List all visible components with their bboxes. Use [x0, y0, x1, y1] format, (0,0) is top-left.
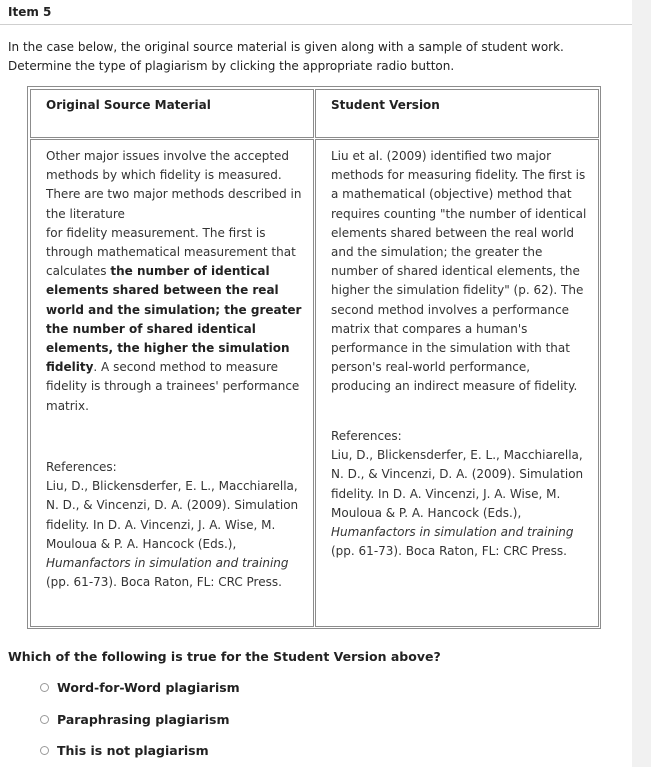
original-header: Original Source Material [46, 98, 211, 112]
instructions [8, 38, 608, 76]
original-paragraph-2c: . A second method to measure fidelity is through a trainees' performance matrix. [46, 360, 300, 413]
student-reference-text: Liu, D., Blickensderfer, E. L., Macchiarella, N. D., & Vincenzi, D. A. (2009). Simulation fidelity. In D. A. Vincenzi, J. A. Wise, M. Mouloua & P. A. Hancock (Eds.), [331, 448, 584, 520]
radio-button[interactable] [40, 746, 49, 755]
option-not-plagiarism[interactable] [40, 742, 209, 758]
item-title: Item 5 [8, 5, 52, 19]
student-body-cell [315, 139, 599, 627]
instructions-line-1: In the case below, the original source material is given along with a sample of student work. [8, 40, 564, 54]
option-label[interactable]: Word-for-Word plagiarism [57, 679, 240, 695]
original-reference-tail: (pp. 61-73). Boca Raton, FL: CRC Press. [46, 575, 282, 590]
radio-button[interactable] [40, 683, 49, 692]
original-highlighted-passage: the number of identical elements shared between the real world and the simulation; the greater the number of shared identical elements, the higher the simulation fidelity [46, 264, 302, 375]
original-references-label: References: [46, 460, 117, 474]
right-scroll-gutter [632, 0, 651, 767]
original-body-cell [30, 139, 314, 627]
instructions-line-2: Determine the type of plagiarism by clicking the appropriate radio button. [8, 59, 455, 73]
original-paragraph-2a: for fidelity measurement. The first is through mathematical measurement that calculates [46, 225, 296, 279]
student-text: Liu et al. (2009) identified two major methods for measuring fidelity. The first is a mathematical (objective) method that requires counting "the number of identical elements shared between the real world and the simulation; the greater the number of shared identical elements, the higher the simulation fidelity" (p. 62). The second method involves a performance matrix that compares a human's performance in the simulation with that person's real-world performance, producing an indirect measure of fidelity. [331, 149, 587, 394]
original-references [46, 458, 304, 592]
option-label[interactable]: This is not plagiarism [57, 742, 209, 758]
original-text [46, 147, 304, 416]
student-reference-title: Humanfactors in simulation and training [331, 525, 574, 540]
student-header: Student Version [331, 98, 440, 112]
student-references [331, 427, 589, 561]
original-reference-title: Humanfactors in simulation and training [46, 556, 289, 571]
original-header-cell [30, 89, 314, 138]
option-label[interactable]: Paraphrasing plagiarism [57, 711, 230, 727]
student-references-label: References: [331, 429, 402, 443]
student-header-cell [315, 89, 599, 138]
radio-button[interactable] [40, 715, 49, 724]
option-word-for-word[interactable] [40, 679, 240, 695]
original-paragraph-1: Other major issues involve the accepted methods by which fidelity is measured. There are two major methods described in the literature [46, 149, 302, 221]
divider [0, 24, 632, 25]
comparison-table [27, 86, 601, 629]
option-paraphrasing[interactable] [40, 711, 229, 727]
original-reference-text: Liu, D., Blickensderfer, E. L., Macchiarella, N. D., & Vincenzi, D. A. (2009). Simulation fidelity. In D. A. Vincenzi, J. A. Wise, M. Mouloua & P. A. Hancock (Eds.), [46, 479, 299, 551]
question-text: Which of the following is true for the Student Version above? [8, 649, 441, 664]
student-reference-tail: (pp. 61-73). Boca Raton, FL: CRC Press. [331, 544, 567, 559]
